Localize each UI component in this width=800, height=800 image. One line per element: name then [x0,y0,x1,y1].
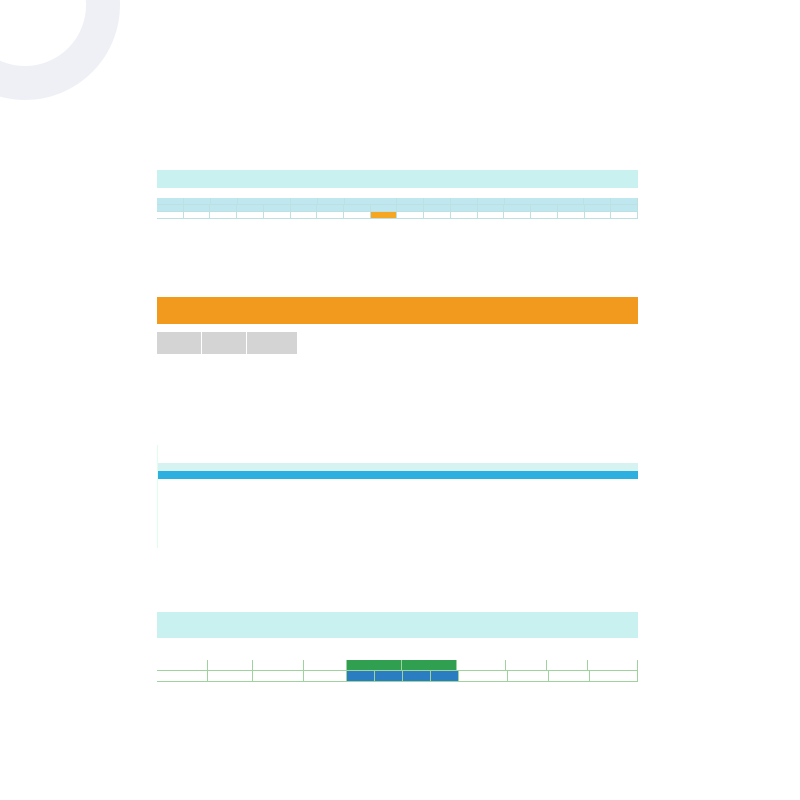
attendance-summary-sheet [157,170,638,232]
shift-title [157,297,638,324]
swipe-title [158,445,638,463]
summary-title [157,170,638,188]
summary-data-row [157,212,638,219]
door-header [247,332,298,354]
swipe-day-numbers [158,463,638,471]
card-swipe-sheet [157,445,638,548]
summary-header-row-2 [157,205,638,212]
swipe-grid [158,479,638,539]
abnormal-header-row [157,660,638,671]
shift-dept [245,354,295,364]
day-numbers [298,332,638,343]
swipe-name-bar [158,471,638,479]
abnormal-title [157,612,638,638]
shift-header [157,332,638,354]
name-header [202,332,247,354]
weekday-row [298,343,638,354]
abnormal-stats-sheet [157,612,638,742]
shift-schedule-sheet [157,297,638,403]
decorative-circle [0,0,120,100]
summary-subheader [157,188,638,198]
shift-data-row [157,354,638,364]
summary-header-row-1 [157,198,638,205]
abnormal-subheader-row [157,671,638,682]
shift-row-no [157,354,201,364]
work-no-header [157,332,202,354]
